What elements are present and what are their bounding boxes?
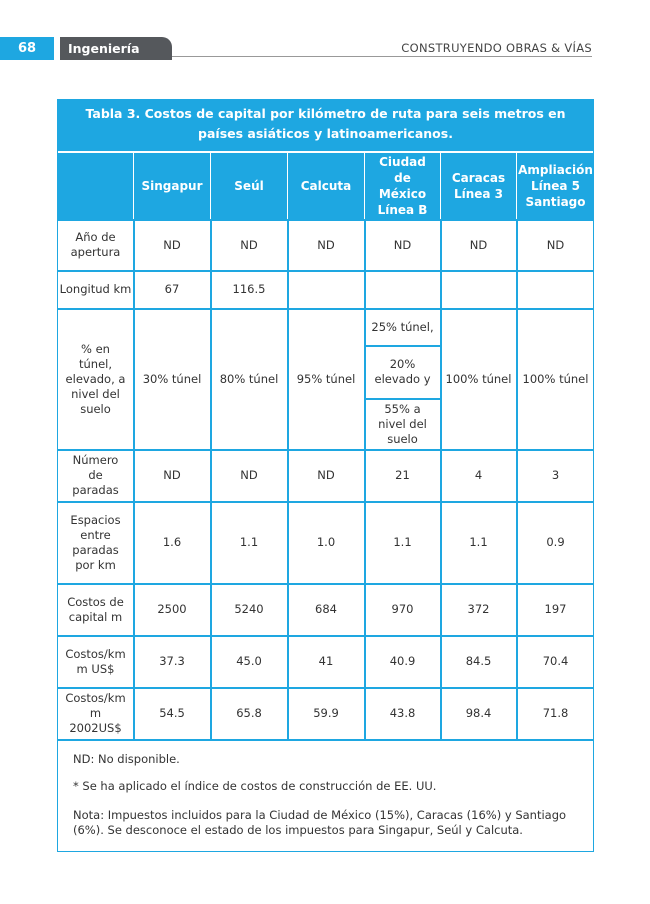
table-cell: 30% túnel: [142, 371, 202, 386]
table-cell: 43.8: [389, 706, 416, 720]
table-cell: 41: [318, 654, 334, 668]
table-cell: 3: [551, 468, 560, 482]
table-cell: 0.9: [546, 535, 565, 549]
row-label: Costos/km m US$: [65, 646, 126, 676]
table-cell: 116.5: [232, 282, 266, 296]
table-cell: 70.4: [542, 654, 569, 668]
table-cell: 98.4: [465, 706, 492, 720]
table-cell: 1.1: [239, 535, 259, 549]
table-cell: 45.0: [236, 654, 262, 668]
note-nd: ND: No disponible.: [73, 752, 180, 766]
table-cell: ND: [317, 237, 335, 252]
grid-line: [57, 739, 594, 741]
row-label: Espacios entre paradas por km: [70, 512, 121, 572]
col-header-seul: Seúl: [234, 179, 264, 193]
table-cell: ND: [240, 468, 258, 482]
table-cell: ND: [240, 237, 258, 252]
chapter-title: CONSTRUYENDO OBRAS & VÍAS: [401, 41, 592, 55]
table-cell: 372: [467, 602, 490, 616]
table-cell: ND: [163, 237, 181, 252]
table-cell: 25% túnel,: [371, 319, 434, 334]
col-header-singapur: Singapur: [141, 179, 203, 193]
table-cell: 2500: [157, 602, 187, 616]
table-cell: 40.9: [389, 654, 416, 668]
table-cell: 55% a nivel del suelo: [378, 401, 427, 446]
col-header-mexico: Ciudad de México Línea B: [377, 155, 428, 217]
table-title: Tabla 3. Costos de capital por kilómetro de ruta para seis metros en países asiáticos y latinoamericanos.: [57, 99, 594, 151]
table-cell: [365, 271, 440, 308]
table-cell: 67: [164, 282, 180, 296]
table-cell: 5240: [234, 602, 264, 616]
table-cell: ND: [393, 237, 412, 252]
table-cell: ND: [469, 237, 488, 252]
table-cell: 1.1: [393, 535, 412, 549]
table-cell: 684: [315, 602, 337, 616]
table-cell: 80% túnel: [219, 371, 279, 386]
table-cell: ND: [546, 237, 565, 252]
row-label: Costos/km m 2002US$: [65, 691, 126, 735]
table-cell: 71.8: [542, 706, 569, 720]
col-header-caracas: Caracas Línea 3: [451, 171, 506, 201]
table-cell: 197: [544, 602, 567, 616]
table-cell: 20% elevado y: [374, 357, 431, 386]
table-cell: [288, 271, 364, 308]
table-cell: 95% túnel: [296, 371, 356, 386]
note-taxes: Nota: Impuestos incluidos para la Ciudad de México (15%), Caracas (16%) y Santiago (6%). Se desconoce el estado de los impuestos para Singapur, Seúl y Calcuta.: [73, 808, 567, 837]
row-label: Longitud km: [59, 282, 132, 296]
table-cell: ND: [317, 468, 335, 482]
table-cell: ND: [163, 468, 181, 482]
table-cell: 37.3: [159, 654, 185, 668]
col-header-santiago: Ampliación Línea 5 Santiago: [518, 163, 593, 209]
table-cell: 1.1: [469, 535, 488, 549]
table-cell: 100% túnel: [445, 371, 512, 386]
table-cell: [517, 271, 594, 308]
header-divider: [172, 56, 592, 57]
row-label: Año de apertura: [70, 230, 121, 259]
page-number: 68: [0, 37, 54, 60]
table-cell: 54.5: [159, 706, 185, 720]
row-label: Costos de capital m: [67, 594, 124, 624]
table-cell: 65.8: [236, 706, 262, 720]
table-cell: 1.0: [316, 535, 336, 549]
table-cell: 84.5: [465, 654, 492, 668]
book-title: Ingeniería Civil: [60, 37, 172, 60]
row-label: % en túnel, elevado, a nivel del suelo: [65, 341, 126, 416]
note-index: * Se ha aplicado el índice de costos de construcción de EE. UU.: [73, 779, 437, 793]
table-cell: 4: [474, 468, 483, 482]
col-header-calcuta: Calcuta: [300, 179, 352, 193]
table-cell: 100% túnel: [522, 371, 589, 386]
table-cell: 970: [391, 602, 414, 616]
table-cell: 21: [395, 468, 410, 482]
page-header: [0, 37, 650, 79]
row-label: Número de paradas: [72, 453, 119, 497]
table-cell: 59.9: [313, 706, 339, 720]
table-cell: 1.6: [162, 535, 182, 549]
table-cell: [441, 271, 516, 308]
